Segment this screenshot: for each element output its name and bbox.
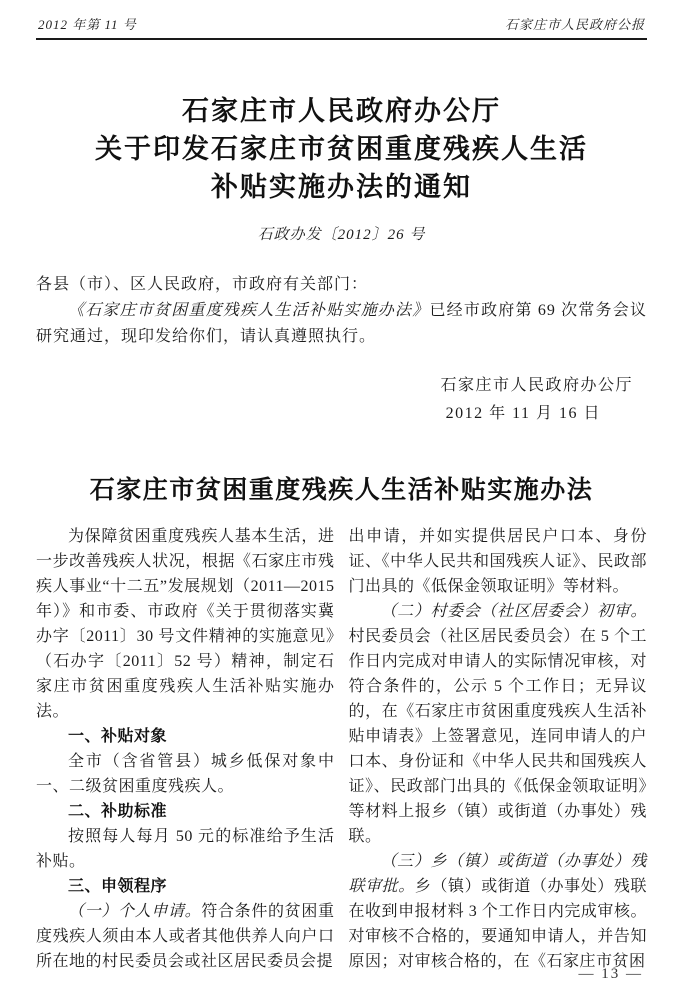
notice-title bbox=[36, 92, 647, 206]
text-segment: 出申请，并如实提供居民户口本、身份证、《中华人民共和国残疾人证》、民政部门出具的《低保金领取证明》等材料。 bbox=[348, 528, 647, 595]
left-column bbox=[36, 524, 335, 974]
doc-number: 石政办发〔2012〕26 号 bbox=[257, 227, 426, 243]
issue-number: 2012 年第 11 号 bbox=[38, 17, 137, 32]
text-segment: 村民委员会（社区居民委员会）在 5 个工作日内完成对申请人的实际情况审核，对符合条件的，公示 5 个工作日；无异议的，在《石家庄市贫困重度残疾人生活补贴申请表》上签署意见，连同申请人的户口本、身份证和《中华人民共和国残疾人证》、民政部门出具的《低保金领取证明》等材料上报乡（镇）或街道（办事处）残联。 bbox=[348, 628, 647, 845]
text-segment: 符合条件的贫困重度残疾人须由本人或者其他供养人向户口所在地的村民委员会或社区居民委员会提 bbox=[36, 903, 335, 970]
page-number: — 13 — bbox=[578, 966, 643, 982]
measures-section bbox=[36, 470, 647, 974]
body-paragraph bbox=[349, 599, 648, 849]
kai-text-segment: （三）乡（镇）或街道（办事处）残联审批。 bbox=[348, 853, 647, 895]
running-head bbox=[36, 12, 647, 38]
body-paragraph bbox=[36, 524, 335, 724]
notice-title-line-1: 石家庄市人民政府办公厅 bbox=[182, 96, 501, 126]
notice-title-line-3: 补贴实施办法的通知 bbox=[211, 172, 472, 202]
body-paragraph bbox=[349, 524, 648, 599]
body-paragraph bbox=[349, 849, 648, 974]
gazette-name: 石家庄市人民政府公报 bbox=[504, 17, 645, 32]
measures-title: 石家庄市贫困重度残疾人生活补贴实施办法 bbox=[89, 477, 594, 504]
salutation: 各县（市）、区人民政府，市政府有关部门： bbox=[36, 276, 369, 293]
text-segment: 全市（含省管县）城乡低保对象中一、二级贫困重度残疾人。 bbox=[36, 753, 335, 795]
section-heading: 二、补助标准 bbox=[68, 803, 168, 820]
text-segment: 为保障贫困重度残疾人基本生活，进一步改善残疾人状况，根据《石家庄市残疾人事业“十二五”发展规划（2011—2015 年）》和市委、市政府《关于贯彻落实冀办字〔2011〕30 号文件精神的实施意见》（石办字〔2011〕52 号）精神，制定石家庄市贫困重度残疾人生活补贴实施办法。 bbox=[36, 528, 335, 720]
section-heading: 一、补贴对象 bbox=[68, 728, 168, 745]
kai-text-segment: （一）个人申请。 bbox=[68, 903, 202, 920]
section-heading: 三、申领程序 bbox=[68, 878, 168, 895]
body-paragraph bbox=[36, 899, 335, 974]
kai-text-segment: 《石家庄市贫困重度残疾人生活补贴实施办法》 bbox=[68, 302, 430, 319]
body-paragraph bbox=[36, 824, 335, 874]
kai-text-segment: （二）村委会（社区居委会）初审。 bbox=[380, 603, 647, 620]
notice-body bbox=[36, 298, 647, 350]
text-segment: 乡（镇）或街道（办事处）残联在收到申报材料 3 个工作日内完成审核。对审核不合格的，要通知申请人，并告知原因；对审核合格的，在《石家庄市贫困 bbox=[348, 878, 647, 970]
text-segment: 按照每人每月 50 元的标准给予生活补贴。 bbox=[36, 828, 335, 870]
text-segment: 已经市政府第 69 次常务会议研究通过，现印发给你们，请认真遵照执行。 bbox=[36, 302, 647, 345]
header-rule bbox=[36, 38, 647, 40]
notice-title-line-2: 关于印发石家庄市贫困重度残疾人生活 bbox=[95, 134, 588, 164]
notice-section bbox=[36, 92, 647, 428]
signature-block bbox=[36, 372, 647, 428]
signer: 石家庄市人民政府办公厅 bbox=[440, 377, 633, 394]
body-paragraph bbox=[36, 749, 335, 799]
right-column bbox=[349, 524, 648, 974]
two-column-body bbox=[36, 524, 647, 974]
sign-date: 2012 年 11 月 16 日 bbox=[445, 405, 601, 422]
